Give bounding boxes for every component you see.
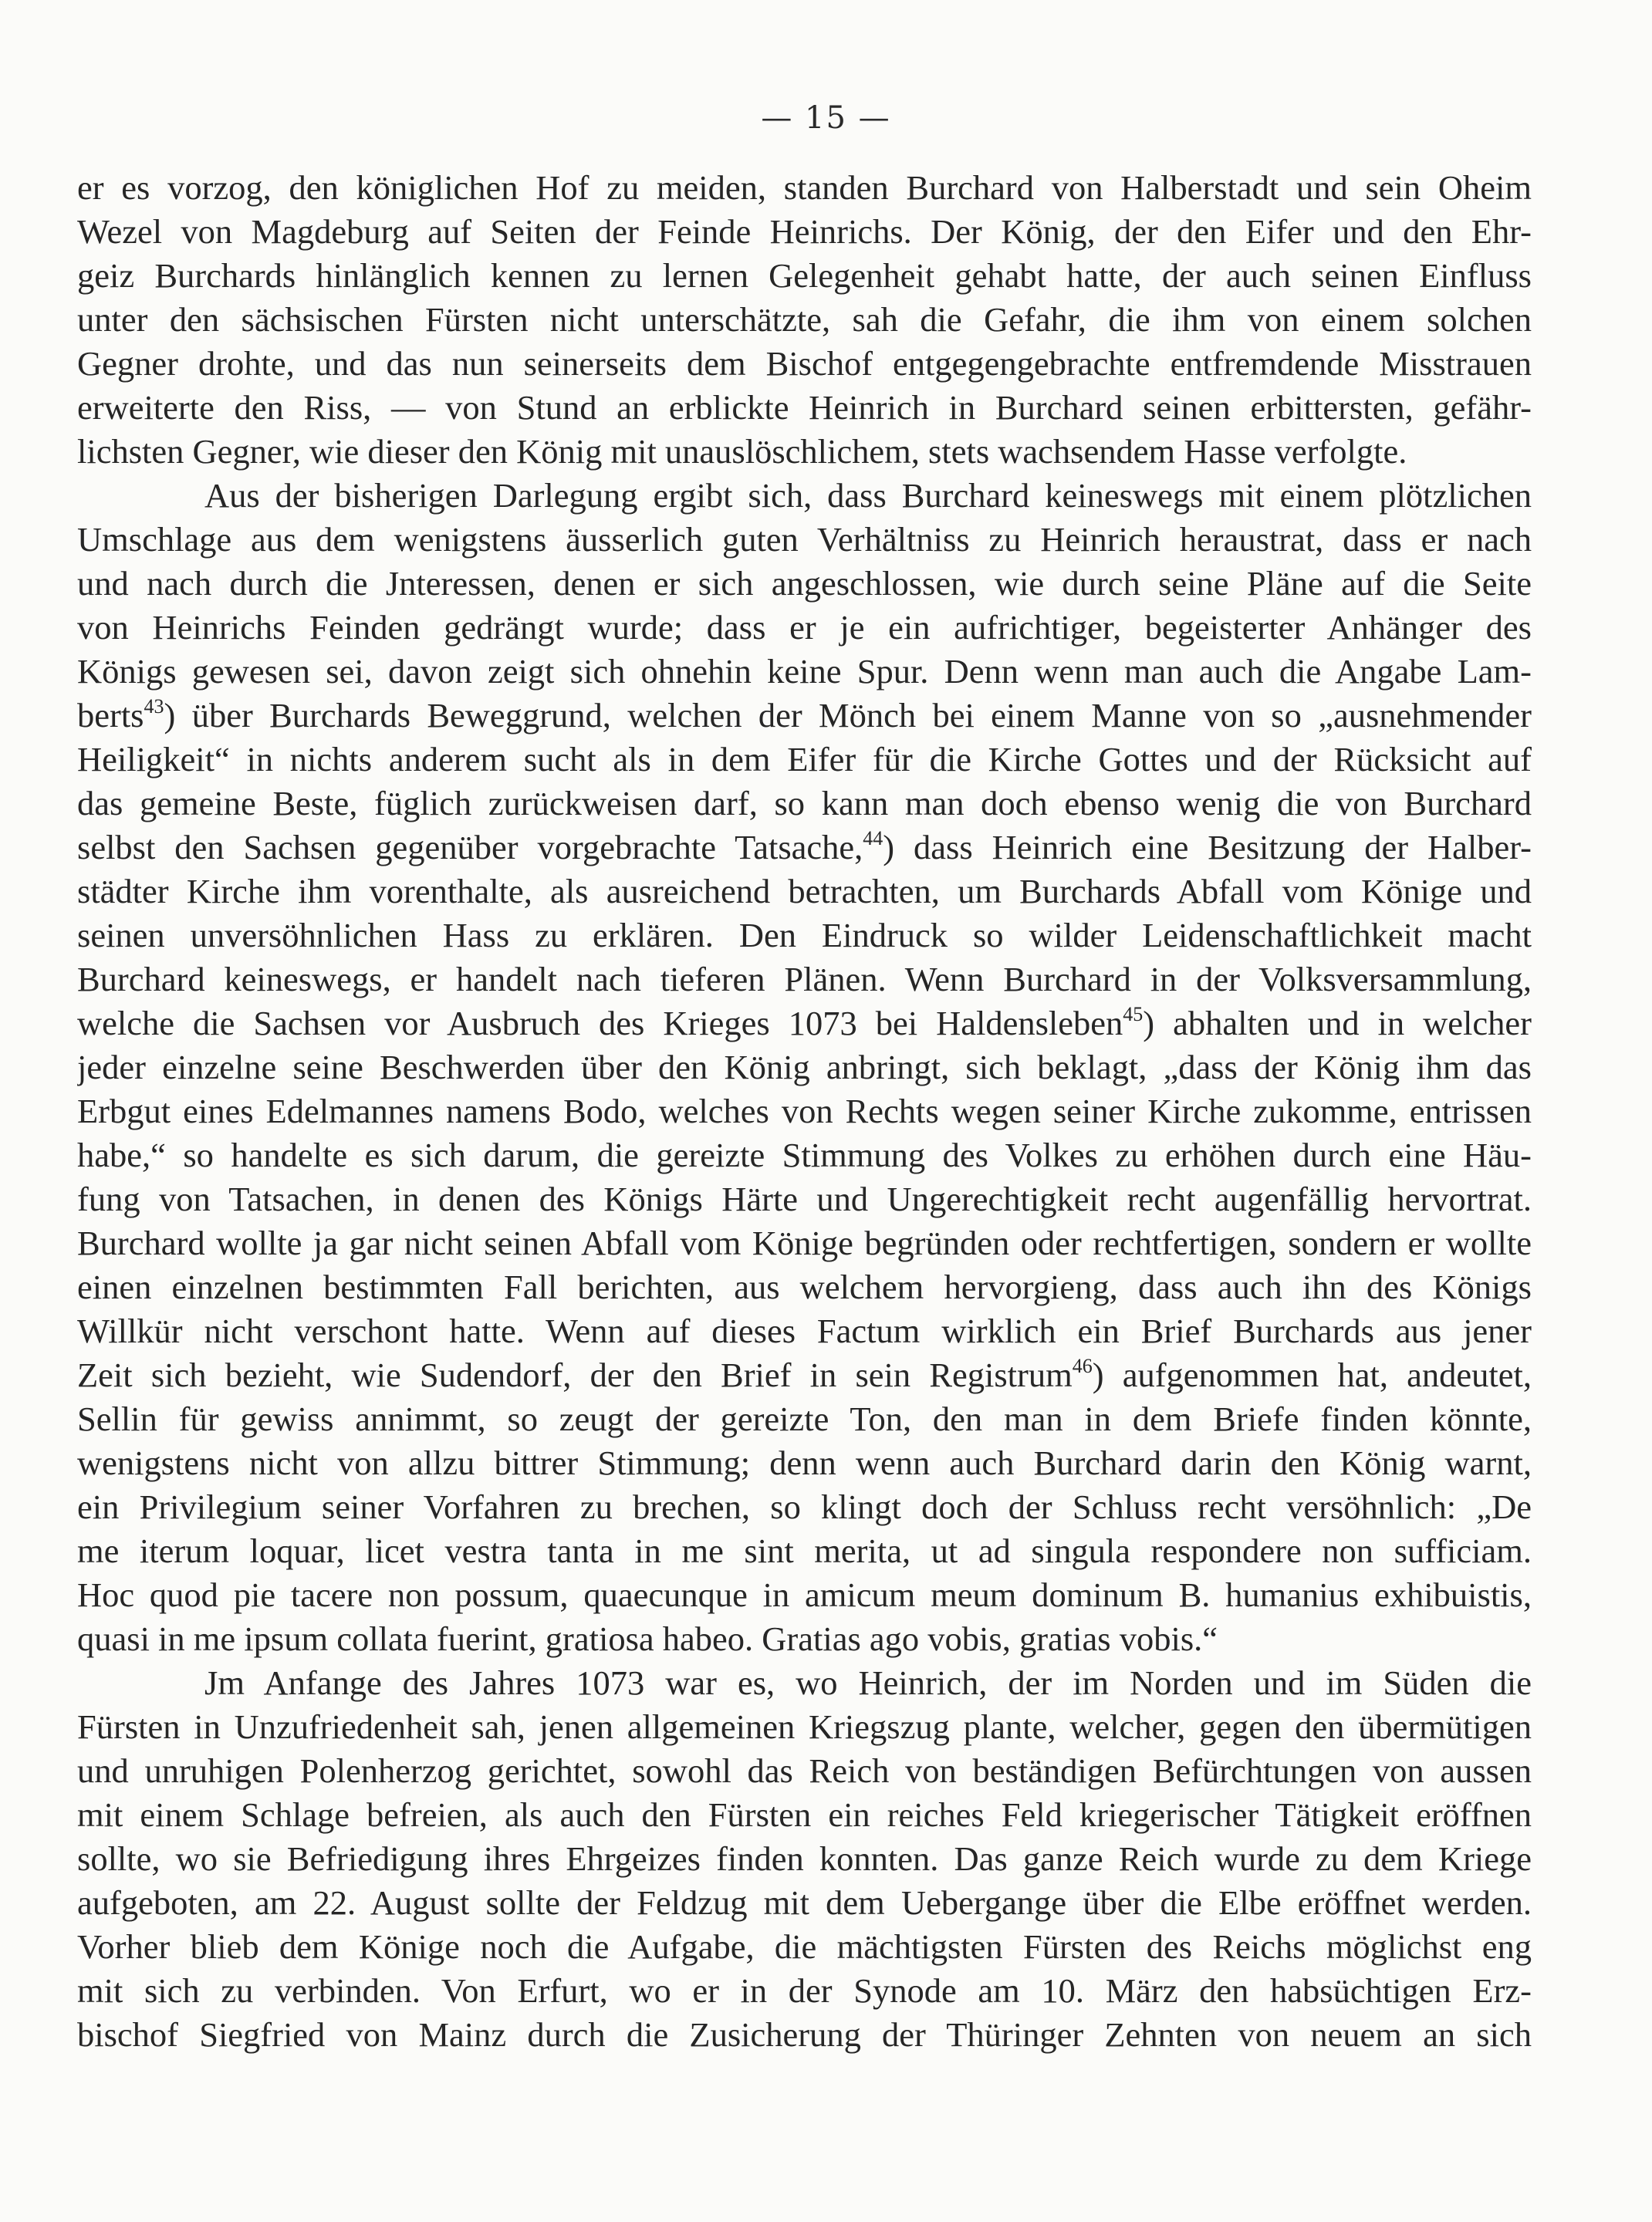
text-segment: bischof Siegfried von Mainz durch die Zusicherung der Thüringer Zehnten von neuem an sich: [77, 2015, 1532, 2054]
text-line: [77, 1793, 1532, 1837]
text-segment: Willkür nicht verschont hatte. Wenn auf dieses Factum wirklich ein Brief Burchards aus jener: [77, 1312, 1532, 1350]
text-segment: Jm Anfange des Jahres 1073 war es, wo Heinrich, der im Norden und im Süden die: [204, 1663, 1532, 1702]
text-line: [77, 1925, 1532, 1969]
text-line: [77, 738, 1532, 782]
text-line: [77, 1045, 1532, 1089]
text-line: [77, 166, 1532, 210]
text-line: [77, 1881, 1532, 1925]
text-segment: Sellin für gewiss annimmt, so zeugt der gereizte Ton, den man in dem Briefe finden könnte,: [77, 1400, 1532, 1438]
text-line: [77, 562, 1532, 606]
text-segment: selbst den Sachsen gegenüber vorgebrachte Tatsache,: [77, 828, 863, 866]
text-segment: Burchard wollte ja gar nicht seinen Abfall vom Könige begründen oder rechtfertigen, sondern er wollte: [77, 1224, 1532, 1262]
text-line: [77, 1089, 1532, 1133]
text-line: [77, 2013, 1532, 2057]
text-line: [77, 826, 1532, 870]
text-segment: Gegner drohte, und das nun seinerseits dem Bischof entgegengebrachte entfremdende Misstrauen: [77, 344, 1532, 383]
text-line: [77, 254, 1532, 298]
text-segment: einen einzelnen bestimmten Fall berichten, aus welchem hervorgieng, dass auch ihn des Königs: [77, 1268, 1532, 1306]
text-segment: ) dass Heinrich eine Besitzung der Halber-: [883, 828, 1532, 866]
text-segment: mit sich zu verbinden. Von Erfurt, wo er in der Synode am 10. März den habsüchtigen Erz-: [77, 1971, 1532, 2010]
text-line: [77, 1661, 1532, 1705]
text-segment: Heiligkeit“ in nichts anderem sucht als in dem Eifer für die Kirche Gottes und der Rücksicht auf: [77, 740, 1532, 778]
text-segment: ) über Burchards Beweggrund, welchen der Mönch bei einem Manne von so „ausnehmender: [164, 696, 1532, 734]
text-line: [77, 694, 1532, 738]
footnote-marker: 46: [1072, 1355, 1093, 1377]
text-segment: fung von Tatsachen, in denen des Königs Härte und Ungerechtigkeit recht augenfällig hervortrat.: [77, 1180, 1532, 1218]
text-segment: erweiterte den Riss, — von Stund an erblickte Heinrich in Burchard seinen erbittersten, gefähr-: [77, 388, 1532, 427]
text-line: [77, 1441, 1532, 1485]
text-line: [77, 1485, 1532, 1529]
text-line: [77, 342, 1532, 386]
text-segment: ) abhalten und in welcher: [1143, 1004, 1532, 1042]
text-line: [77, 210, 1532, 254]
text-line: [77, 386, 1532, 430]
text-line: [77, 1529, 1532, 1573]
text-line: [77, 1749, 1532, 1793]
body-text: [77, 166, 1532, 2057]
footnote-marker: 43: [144, 695, 164, 718]
text-line: [77, 1573, 1532, 1617]
text-line: [77, 650, 1532, 694]
text-line: [77, 1221, 1532, 1265]
text-segment: Hoc quod pie tacere non possum, quaecunque in amicum meum dominum B. humanius exhibuistis,: [77, 1575, 1532, 1614]
text-line: [77, 1705, 1532, 1749]
text-segment: seinen unversöhnlichen Hass zu erklären. Den Eindruck so wilder Leidenschaftlichkeit macht: [77, 916, 1532, 954]
text-segment: Zeit sich bezieht, wie Sudendorf, der den Brief in sein Registrum: [77, 1356, 1073, 1394]
text-line: [77, 430, 1532, 474]
text-line: [77, 1397, 1532, 1441]
text-line: [77, 1001, 1532, 1045]
text-segment: geiz Burchards hinlänglich kennen zu lernen Gelegenheit gehabt hatte, der auch seinen Einfluss: [77, 256, 1532, 295]
text-line: [77, 1265, 1532, 1309]
text-segment: welche die Sachsen vor Ausbruch des Krieges 1073 bei Haldensleben: [77, 1004, 1123, 1042]
footnote-marker: 45: [1123, 1003, 1144, 1025]
text-line: [77, 298, 1532, 342]
text-segment: Aus der bisherigen Darlegung ergibt sich, dass Burchard keineswegs mit einem plötzlichen: [204, 476, 1532, 515]
text-segment: von Heinrichs Feinden gedrängt wurde; dass er je ein aufrichtiger, begeisterter Anhänger des: [77, 608, 1532, 647]
text-segment: wenigstens nicht von allzu bittrer Stimmung; denn wenn auch Burchard darin den König warnt,: [77, 1444, 1532, 1482]
text-line: [77, 606, 1532, 650]
text-segment: Umschlage aus dem wenigstens äusserlich guten Verhältniss zu Heinrich heraustrat, dass er nach: [77, 520, 1532, 559]
text-segment: städter Kirche ihm vorenthalte, als ausreichend betrachten, um Burchards Abfall vom Könige und: [77, 872, 1532, 910]
text-segment: Erbgut eines Edelmannes namens Bodo, welches von Rechts wegen seiner Kirche zukomme, entrissen: [77, 1092, 1532, 1130]
text-line: [77, 1969, 1532, 2013]
text-segment: unter den sächsischen Fürsten nicht unterschätzte, sah die Gefahr, die ihm von einem solchen: [77, 300, 1532, 339]
text-line: [77, 474, 1532, 518]
text-segment: ) aufgenommen hat, andeutet,: [1092, 1356, 1532, 1394]
text-segment: habe,“ so handelte es sich darum, die gereizte Stimmung des Volkes zu erhöhen durch eine Häu-: [77, 1136, 1532, 1174]
text-segment: Burchard keineswegs, er handelt nach tieferen Plänen. Wenn Burchard in der Volksversammlung,: [77, 960, 1532, 998]
text-line: [77, 1309, 1532, 1353]
text-segment: quasi in me ipsum collata fuerint, gratiosa habeo. Gratias ago vobis, gratias vobis.“: [77, 1619, 1218, 1658]
text-line: [77, 913, 1532, 957]
text-segment: berts: [77, 696, 144, 734]
text-segment: Wezel von Magdeburg auf Seiten der Feinde Heinrichs. Der König, der den Eifer und den Ehr-: [77, 212, 1532, 251]
text-segment: Königs gewesen sei, davon zeigt sich ohnehin keine Spur. Denn wenn man auch die Angabe Lam-: [77, 652, 1532, 691]
text-segment: me iterum loquar, licet vestra tanta in me sint merita, ut ad singula respondere non sufficiam.: [77, 1531, 1532, 1570]
footnote-marker: 44: [863, 827, 883, 849]
text-segment: und nach durch die Jnteressen, denen er sich angeschlossen, wie durch seine Pläne auf die Seite: [77, 564, 1532, 603]
text-line: [77, 1617, 1532, 1661]
text-segment: aufgeboten, am 22. August sollte der Feldzug mit dem Uebergange über die Elbe eröffnet werden.: [77, 1883, 1532, 1922]
text-segment: das gemeine Beste, füglich zurückweisen darf, so kann man doch ebenso wenig die von Burchard: [77, 784, 1532, 822]
text-line: [77, 518, 1532, 562]
text-line: [77, 957, 1532, 1001]
text-segment: ein Privilegium seiner Vorfahren zu brechen, so klingt doch der Schluss recht versöhnlich: „De: [77, 1488, 1532, 1526]
text-line: [77, 782, 1532, 826]
text-segment: jeder einzelne seine Beschwerden über den König anbringt, sich beklagt, „dass der König ihm das: [77, 1048, 1532, 1086]
page-number: — 15 —: [761, 100, 891, 136]
text-segment: Fürsten in Unzufriedenheit sah, jenen allgemeinen Kriegszug plante, welcher, gegen den übermütigen: [77, 1707, 1532, 1746]
text-segment: er es vorzog, den königlichen Hof zu meiden, standen Burchard von Halberstadt und sein Oheim: [77, 168, 1532, 207]
text-segment: und unruhigen Polenherzog gerichtet, sowohl das Reich von beständigen Befürchtungen von aussen: [77, 1751, 1532, 1790]
text-line: [77, 1177, 1532, 1221]
text-line: [77, 1133, 1532, 1177]
text-line: [77, 870, 1532, 913]
text-line: [77, 1353, 1532, 1397]
text-segment: sollte, wo sie Befriedigung ihres Ehrgeizes finden konnten. Das ganze Reich wurde zu dem Kriege: [77, 1839, 1532, 1878]
text-line: [77, 1837, 1532, 1881]
text-segment: lichsten Gegner, wie dieser den König mit unauslöschlichem, stets wachsendem Hasse verfolgte.: [77, 432, 1407, 471]
text-segment: Vorher blieb dem Könige noch die Aufgabe, die mächtigsten Fürsten des Reichs möglichst eng: [77, 1927, 1532, 1966]
text-segment: mit einem Schlage befreien, als auch den Fürsten ein reiches Feld kriegerischer Tätigkeit eröffnen: [77, 1795, 1532, 1834]
